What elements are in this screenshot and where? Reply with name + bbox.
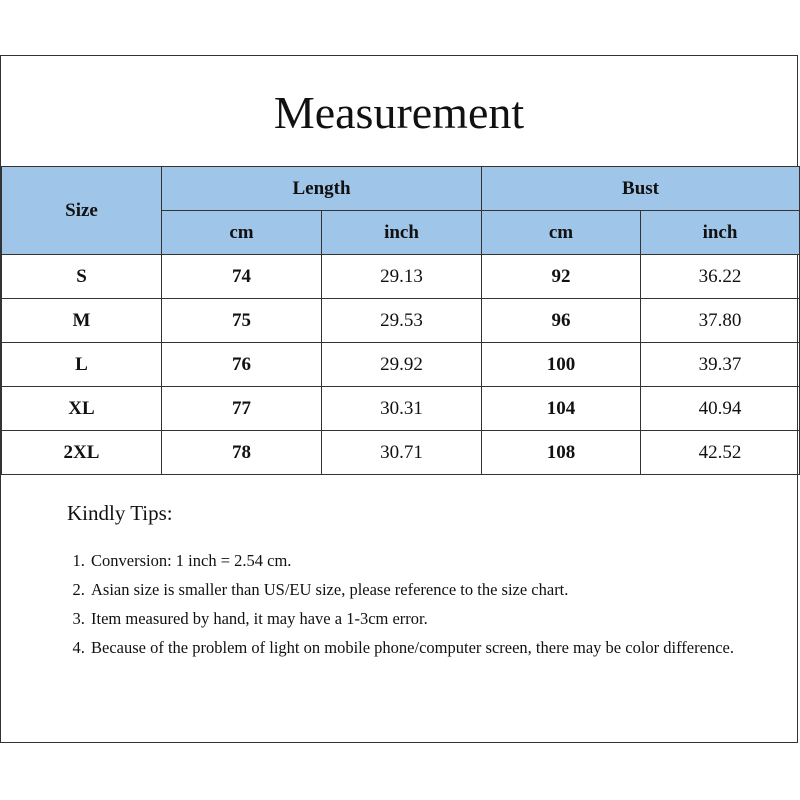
header-length-inch: inch bbox=[322, 211, 482, 255]
cell-bust-inch: 42.52 bbox=[641, 431, 800, 475]
cell-length-cm: 74 bbox=[162, 255, 322, 299]
tips-title: Kindly Tips: bbox=[67, 501, 173, 525]
cell-length-inch: 29.92 bbox=[322, 343, 482, 387]
cell-bust-cm: 92 bbox=[482, 255, 641, 299]
header-size: Size bbox=[2, 167, 162, 255]
measurement-card bbox=[0, 55, 798, 743]
list-item: 2. Asian size is smaller than US/EU size, please reference to the size chart. bbox=[89, 575, 767, 604]
table-row bbox=[2, 343, 800, 387]
cell-length-inch: 29.13 bbox=[322, 255, 482, 299]
table-row bbox=[2, 387, 800, 431]
cell-bust-inch: 40.94 bbox=[641, 387, 800, 431]
header-length: Length bbox=[162, 167, 482, 211]
cell-bust-cm: 96 bbox=[482, 299, 641, 343]
list-item: 4. Because of the problem of light on mobile phone/computer screen, there may be color difference. bbox=[89, 633, 767, 662]
kindly-tips bbox=[67, 501, 767, 662]
cell-bust-cm: 100 bbox=[482, 343, 641, 387]
cell-bust-inch: 39.37 bbox=[641, 343, 800, 387]
cell-length-cm: 78 bbox=[162, 431, 322, 475]
tips-list bbox=[67, 546, 767, 662]
table-row bbox=[2, 431, 800, 475]
cell-length-cm: 75 bbox=[162, 299, 322, 343]
cell-bust-inch: 36.22 bbox=[641, 255, 800, 299]
cell-length-inch: 29.53 bbox=[322, 299, 482, 343]
cell-size: L bbox=[2, 343, 162, 387]
table-row bbox=[2, 255, 800, 299]
cell-size: S bbox=[2, 255, 162, 299]
cell-length-cm: 77 bbox=[162, 387, 322, 431]
cell-length-cm: 76 bbox=[162, 343, 322, 387]
cell-bust-cm: 104 bbox=[482, 387, 641, 431]
cell-size: XL bbox=[2, 387, 162, 431]
page-title: Measurement bbox=[273, 87, 525, 138]
cell-size: M bbox=[2, 299, 162, 343]
list-item: 1. Conversion: 1 inch = 2.54 cm. bbox=[89, 546, 767, 575]
size-chart-table bbox=[1, 166, 800, 475]
header-length-cm: cm bbox=[162, 211, 322, 255]
header-bust-cm: cm bbox=[482, 211, 641, 255]
cell-length-inch: 30.31 bbox=[322, 387, 482, 431]
list-item: 3. Item measured by hand, it may have a 1-3cm error. bbox=[89, 604, 767, 633]
header-bust-inch: inch bbox=[641, 211, 800, 255]
cell-bust-inch: 37.80 bbox=[641, 299, 800, 343]
cell-size: 2XL bbox=[2, 431, 162, 475]
cell-bust-cm: 108 bbox=[482, 431, 641, 475]
cell-length-inch: 30.71 bbox=[322, 431, 482, 475]
table-header-row bbox=[2, 167, 800, 211]
table-row bbox=[2, 299, 800, 343]
header-bust: Bust bbox=[482, 167, 800, 211]
